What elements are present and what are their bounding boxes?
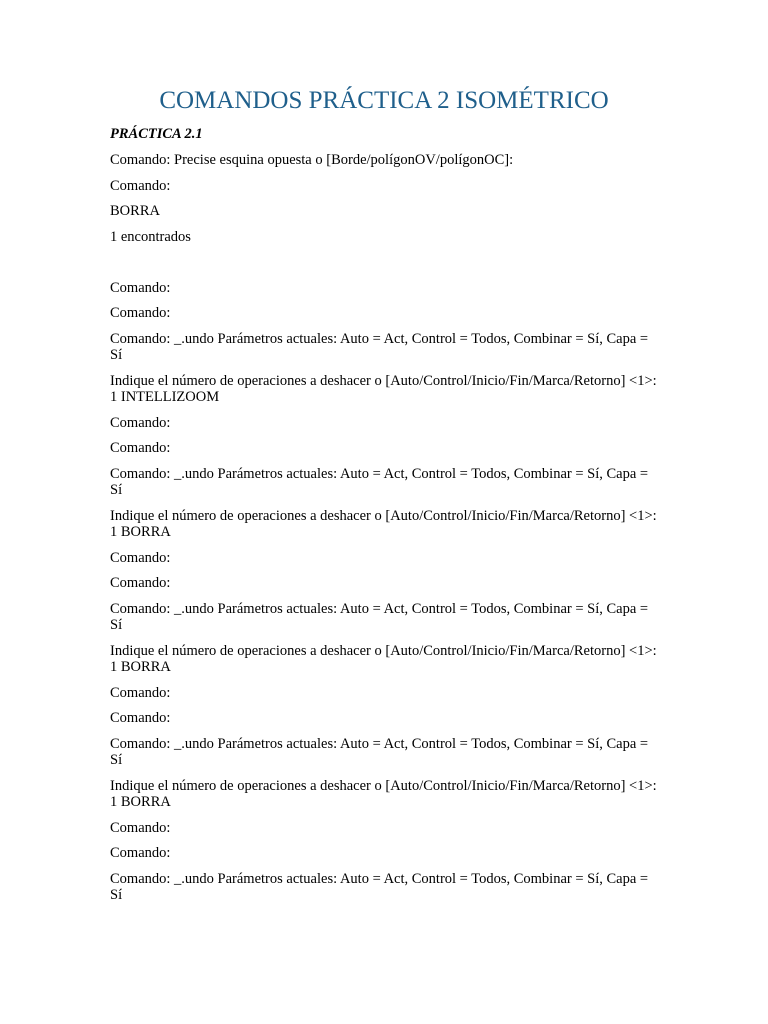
paragraph: 1 encontrados: [110, 228, 191, 245]
paragraph: Indique el número de operaciones a deshacer o [Auto/Control/Inicio/Fin/Marca/Retorno] <1>: 1 BORRA: [110, 507, 657, 540]
document-page: [110, 84, 658, 913]
paragraph: Comando:: [110, 440, 171, 456]
paragraph: Comando: _.undo Parámetros actuales: Auto = Act, Control = Todos, Combinar = Sí, Capa = Sí: [110, 870, 649, 903]
paragraph: Comando: _.undo Parámetros actuales: Auto = Act, Control = Todos, Combinar = Sí, Capa = Sí: [110, 330, 649, 363]
paragraph: Comando:: [110, 414, 171, 431]
paragraph: Indique el número de operaciones a deshacer o [Auto/Control/Inicio/Fin/Marca/Retorno] <1>: 1 INTELLIZOOM: [110, 372, 657, 405]
empty-paragraph: [110, 254, 658, 271]
paragraph: Comando:: [110, 710, 171, 726]
paragraph: Indique el número de operaciones a deshacer o [Auto/Control/Inicio/Fin/Marca/Retorno] <1>: 1 BORRA: [110, 642, 657, 675]
paragraph: Comando:: [110, 684, 171, 701]
paragraph: Comando:: [110, 575, 171, 591]
paragraph: Comando:: [110, 305, 171, 321]
paragraph: Comando: Precise esquina opuesta o [Borde/polígonOV/polígonOC]:: [110, 152, 514, 168]
paragraph: Comando:: [110, 279, 171, 296]
paragraph: Indique el número de operaciones a deshacer o [Auto/Control/Inicio/Fin/Marca/Retorno] <1>: 1 BORRA: [110, 777, 657, 810]
paragraph: Comando: _.undo Parámetros actuales: Auto = Act, Control = Todos, Combinar = Sí, Capa = Sí: [110, 735, 649, 768]
paragraph: Comando:: [110, 845, 171, 861]
paragraph: Comando:: [110, 177, 171, 194]
paragraph: Comando: _.undo Parámetros actuales: Auto = Act, Control = Todos, Combinar = Sí, Capa = Sí: [110, 465, 649, 498]
paragraph: Comando:: [110, 819, 171, 836]
paragraph: BORRA: [110, 203, 160, 219]
document-title: COMANDOS PRÁCTICA 2 ISOMÉTRICO: [159, 87, 609, 114]
paragraph-list: [110, 152, 658, 904]
paragraph: Comando: _.undo Parámetros actuales: Auto = Act, Control = Todos, Combinar = Sí, Capa = Sí: [110, 600, 649, 633]
section-heading: PRÁCTICA 2.1: [110, 126, 203, 142]
paragraph: Comando:: [110, 549, 171, 566]
